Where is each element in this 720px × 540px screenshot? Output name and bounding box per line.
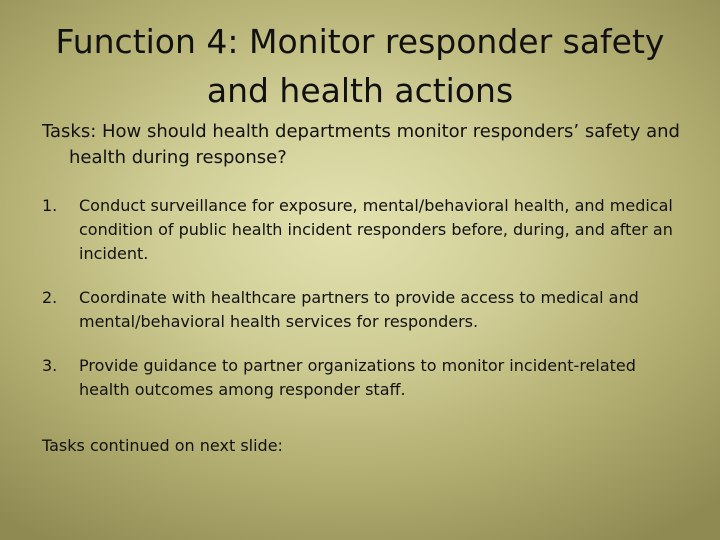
- task-item: [42, 194, 682, 266]
- task-list: [42, 194, 682, 422]
- task-text: Conduct surveillance for exposure, mental/behavioral health, and medical condition of public health incident responders before, during, and after an incident.: [79, 196, 673, 263]
- tasks-question: Tasks: How should health departments monitor responders’ safety and health during response?: [42, 121, 680, 168]
- task-item: [42, 354, 682, 402]
- task-number: 3.: [42, 356, 58, 375]
- task-text: Coordinate with healthcare partners to provide access to medical and mental/behavioral health services for responders.: [79, 288, 639, 331]
- task-number: 1.: [42, 196, 58, 215]
- task-text: Provide guidance to partner organizations to monitor incident-related health outcomes among responder staff.: [79, 356, 636, 399]
- slide-title: Function 4: Monitor responder safety and health actions: [55, 22, 665, 110]
- continued-note: Tasks continued on next slide:: [42, 436, 283, 455]
- task-number: 2.: [42, 288, 58, 307]
- task-item: [42, 286, 682, 334]
